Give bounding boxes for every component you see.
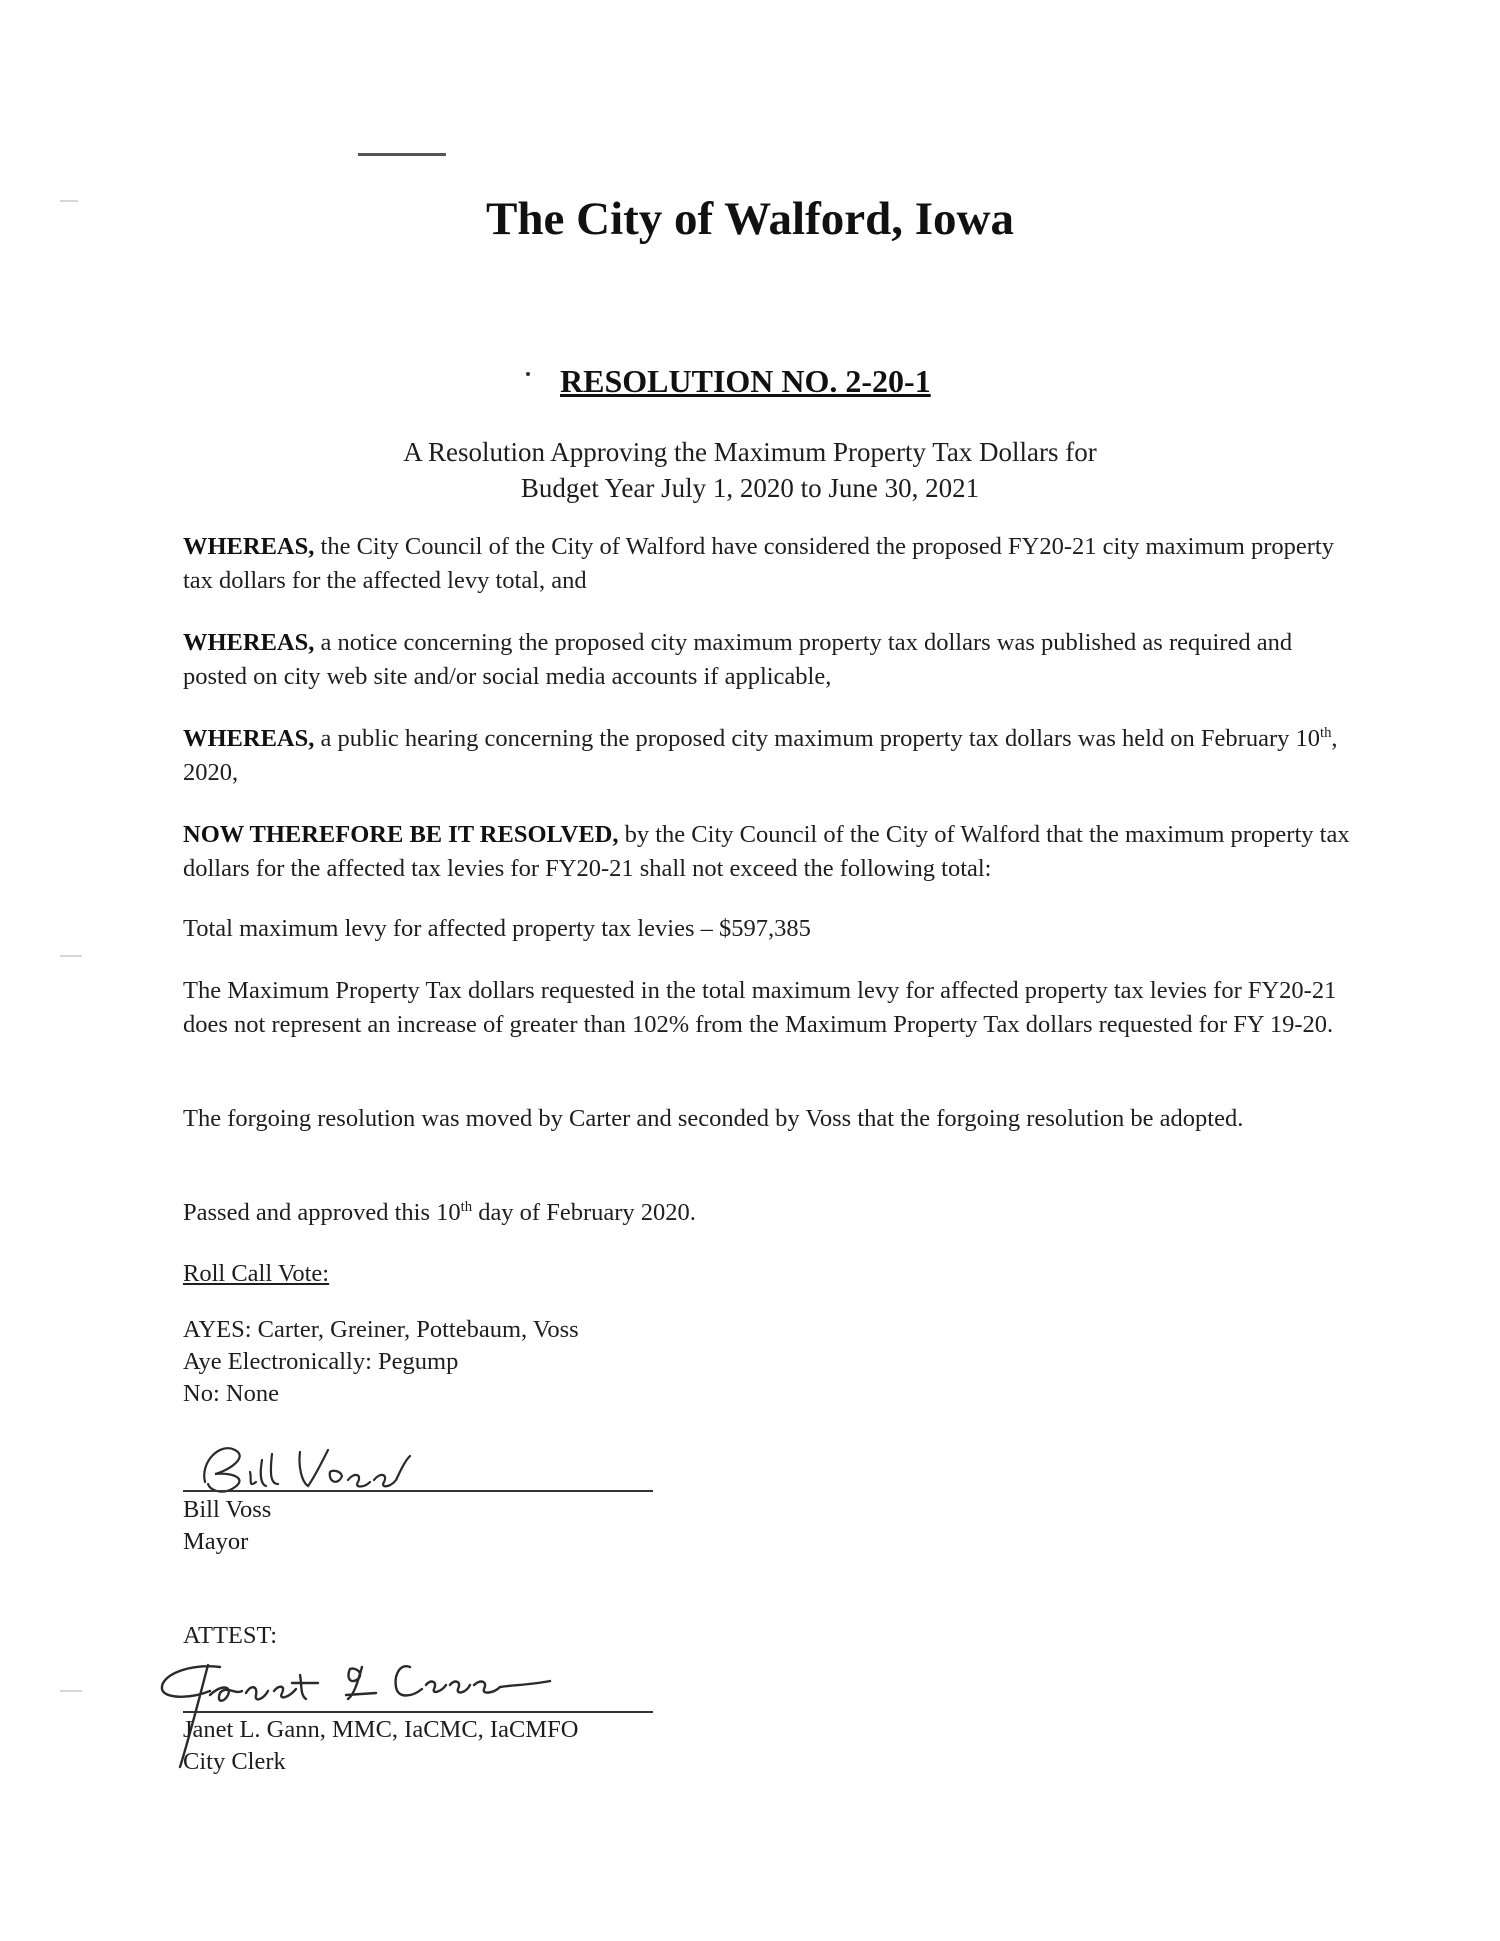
whereas-lead: WHEREAS,: [183, 725, 315, 752]
ayes-line: AYES: Carter, Greiner, Pottebaum, Voss: [183, 1316, 579, 1343]
resolution-subtitle: [0, 434, 1500, 506]
whereas-paragraph-2: [183, 626, 1358, 694]
mayor-signature-line: [183, 1490, 653, 1492]
whereas-text: a notice concerning the proposed city maximum property tax dollars was published as required and posted on city web site and/or social media accounts if applicable,: [183, 629, 1293, 690]
whereas-paragraph-3: [183, 722, 1358, 790]
resolved-paragraph: [183, 818, 1358, 886]
header-rule: [358, 153, 446, 156]
passed-statement: [183, 1196, 1358, 1230]
whereas-paragraph-1: [183, 530, 1358, 598]
no-line: No: None: [183, 1380, 279, 1407]
total-levy-line: Total maximum levy for affected property tax levies – $597,385: [183, 915, 811, 942]
passed-text-end: day of February 2020.: [472, 1199, 696, 1226]
clerk-name: Janet L. Gann, MMC, IaCMC, IaCMFO: [183, 1716, 579, 1743]
subtitle-line-1: A Resolution Approving the Maximum Property Tax Dollars for: [403, 437, 1097, 467]
clerk-title: City Clerk: [183, 1748, 286, 1775]
motion-statement: The forgoing resolution was moved by Carter and seconded by Voss that the forgoing resolution be adopted.: [183, 1105, 1244, 1132]
ordinal-suffix: th: [1319, 724, 1332, 741]
resolved-lead: NOW THEREFORE BE IT RESOLVED,: [183, 821, 619, 848]
clerk-signature-line: [183, 1711, 653, 1713]
stray-dot: [526, 372, 530, 376]
mayor-block: [183, 1494, 271, 1558]
passed-text: Passed and approved this 10: [183, 1199, 461, 1226]
scan-mark: [60, 955, 82, 957]
subtitle-line-2: Budget Year July 1, 2020 to June 30, 2021: [520, 473, 980, 503]
resolved-text: by the City Council of the City of Walford that the maximum property tax dollars for the affected tax levies for FY20-21 shall not exceed the following total:: [183, 821, 1350, 882]
mayor-name: Bill Voss: [183, 1496, 272, 1523]
whereas-lead: WHEREAS,: [183, 629, 315, 656]
ordinal-suffix: th: [460, 1198, 473, 1215]
mayor-title: Mayor: [183, 1528, 249, 1555]
scan-mark: [60, 1690, 82, 1692]
document-title: The City of Walford, Iowa: [486, 193, 1014, 245]
whereas-text-end: , 2020,: [183, 725, 1338, 786]
vote-results: [183, 1314, 579, 1410]
aye-electronic-line: Aye Electronically: Pegump: [183, 1348, 459, 1375]
increase-statement: The Maximum Property Tax dollars requested in the total maximum levy for affected property tax levies for FY20-21 does not represent an increase of greater than 102% from the Maximum Property Tax dollars requested for FY 19-20.: [183, 977, 1337, 1038]
resolution-number: RESOLUTION NO. 2-20-1: [560, 363, 931, 399]
whereas-text: a public hearing concerning the proposed city maximum property tax dollars was held on February 10: [314, 725, 1320, 752]
attest-label: ATTEST:: [183, 1622, 278, 1649]
roll-call-heading: Roll Call Vote:: [183, 1260, 330, 1287]
clerk-block: [183, 1714, 578, 1778]
whereas-lead: WHEREAS,: [183, 533, 315, 560]
whereas-text: the City Council of the City of Walford have considered the proposed FY20-21 city maximum property tax dollars for the affected levy total, and: [183, 533, 1334, 594]
